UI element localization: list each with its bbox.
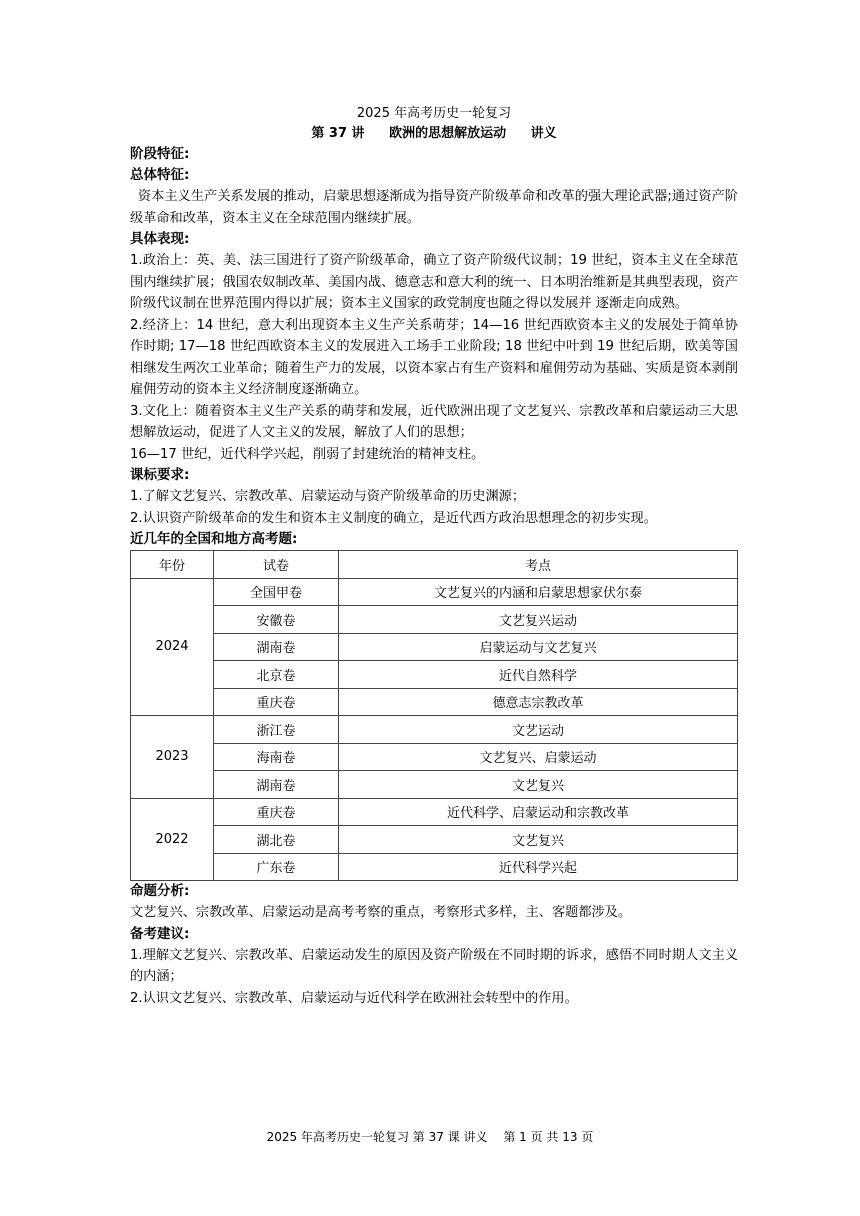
paper-cell: 北京卷 (214, 661, 339, 689)
paper-cell: 安徽卷 (214, 606, 339, 634)
point-cell: 文艺运动 (339, 716, 738, 744)
point-cell: 启蒙运动与文艺复兴 (339, 633, 738, 661)
point-cell: 文艺复兴、启蒙运动 (339, 743, 738, 771)
paper-cell: 全国甲卷 (214, 578, 339, 606)
overall-text: 资本主义生产关系发展的推动，启蒙思想逐渐成为指导资产阶级革命和改革的强大理论武器;通过资产阶级革命和改革，资本主义在全球范围内继续扩展。 (130, 189, 738, 226)
specific-heading: 具体表现: (130, 231, 190, 247)
lecture-kind: 讲义 (530, 126, 557, 141)
lecture-topic: 欧洲的思想解放运动 (389, 126, 507, 141)
table-header-row (131, 551, 738, 579)
table-row (131, 826, 738, 854)
point-cell: 文艺复兴运动 (339, 606, 738, 634)
point-cell: 近代科学、启蒙运动和宗教改革 (339, 798, 738, 826)
paper-cell: 湖南卷 (214, 771, 339, 799)
table-row (131, 716, 738, 744)
lecture-title (130, 124, 738, 144)
overall-heading: 总体特征: (130, 167, 190, 183)
column-header-paper: 试卷 (214, 551, 339, 579)
point-cell: 近代自然科学 (339, 661, 738, 689)
column-header-year: 年份 (131, 551, 214, 579)
table-row (131, 743, 738, 771)
advice-item: 1.理解文艺复兴、宗教改革、启蒙运动发生的原因及资产阶级在不同时期的诉求，感悟不同时期人文主义的内涵； (130, 947, 738, 984)
point-politics: 1.政治上：英、美、法三国进行了资产阶级革命，确立了资产阶级代议制；19 世纪，资本主义在全球范围内继续扩展；俄国农奴制改革、美国内战、德意志和意大利的统一、日本明治维新是其典型表现，资产阶级代议制在世界范围内得以扩展；资本主义国家的政党制度也随之得以发展并 逐渐走向成熟。 (130, 253, 738, 311)
exam-table (130, 550, 738, 881)
year-cell: 2022 (131, 798, 214, 881)
paper-cell: 浙江卷 (214, 716, 339, 744)
curriculum-item: 2.认识资产阶级革命的发生和资本主义制度的确立，是近代西方政治思想理念的初步实现。 (130, 510, 657, 526)
curriculum-heading: 课标要求: (130, 467, 190, 483)
curriculum-item: 1.了解文艺复兴、宗教改革、启蒙运动与资产阶级革命的历史渊源； (130, 489, 526, 504)
paper-cell: 湖南卷 (214, 633, 339, 661)
stage-heading: 阶段特征: (130, 146, 190, 162)
column-header-point: 考点 (339, 551, 738, 579)
point-science: 16—17 世纪，近代科学兴起，削弱了封建统治的精神支柱。 (130, 446, 485, 462)
point-cell: 文艺复兴 (339, 826, 738, 854)
table-row (131, 771, 738, 799)
table-row (131, 661, 738, 689)
paper-cell: 湖北卷 (214, 826, 339, 854)
document-title: 2025 年高考历史一轮复习 (356, 106, 512, 121)
lecture-number: 第 37 讲 (311, 126, 365, 141)
table-row (131, 798, 738, 826)
paper-cell: 海南卷 (214, 743, 339, 771)
point-cell: 近代科学兴起 (339, 853, 738, 881)
footer-page-number: 第 1 页 共 13 页 (503, 1130, 594, 1144)
table-row (131, 688, 738, 716)
point-cell: 文艺复兴 (339, 771, 738, 799)
point-cell: 德意志宗教改革 (339, 688, 738, 716)
advice-heading: 备考建议: (130, 925, 190, 942)
analysis-heading: 命题分析: (130, 883, 190, 899)
analysis-text: 文艺复兴、宗教改革、启蒙运动是高考考察的重点，考察形式多样，主、客题都涉及。 (130, 905, 632, 920)
paper-cell: 重庆卷 (214, 688, 339, 716)
advice-item: 2.认识文艺复兴、宗教改革、启蒙运动与近代科学在欧洲社会转型中的作用。 (130, 990, 578, 1006)
document-body (130, 104, 738, 1009)
paper-cell: 广东卷 (214, 853, 339, 881)
table-row (131, 853, 738, 881)
year-cell: 2024 (131, 578, 214, 716)
table-row (131, 578, 738, 606)
point-cell: 文艺复兴的内涵和启蒙思想家伏尔泰 (339, 578, 738, 606)
table-row (131, 606, 738, 634)
exams-heading: 近几年的全国和地方高考题: (130, 531, 298, 547)
table-row (131, 633, 738, 661)
point-economy: 2.经济上：14 世纪，意大利出现资本主义生产关系萌芽；14—16 世纪西欧资本主义的发展处于简单协作时期; 17—18 世纪西欧资本主义的发展进入工场手工业阶段; 18 世纪中叶到 19 世纪后期，欧美等国相继发生两次工业革命；随着生产力的发展，以资本家占有生产资料和雇佣劳动为基础、实质是资本剥削雇佣劳动的资本主义经济制度逐渐确立。 (130, 317, 738, 397)
footer-course: 2025 年高考历史一轮复习 第 37 课 讲义 (266, 1130, 488, 1144)
paper-cell: 重庆卷 (214, 798, 339, 826)
page-footer (0, 1128, 860, 1145)
point-culture: 3.文化上：随着资本主义生产关系的萌芽和发展，近代欧洲出现了文艺复兴、宗教改革和启蒙运动三大思想解放运动，促进了人文主义的发展，解放了人们的思想； (130, 403, 738, 440)
year-cell: 2023 (131, 716, 214, 799)
